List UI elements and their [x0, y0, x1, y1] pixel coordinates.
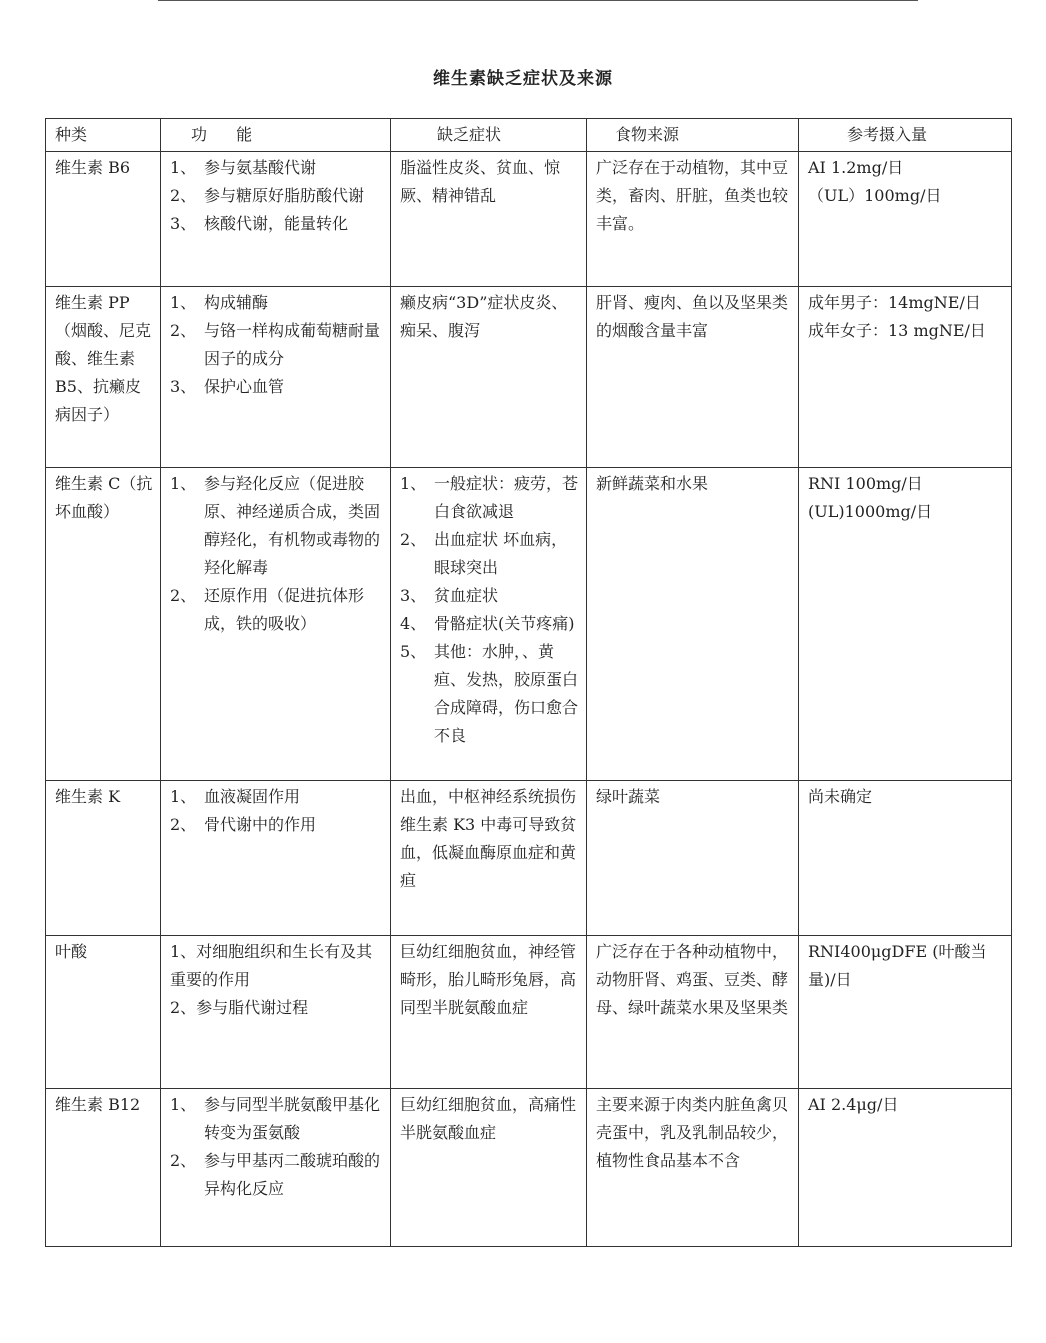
table-header-row — [46, 119, 1012, 152]
cell-function: 1、对细胞组织和生长有及其重要的作用 2、参与脂代谢过程 — [161, 936, 391, 1089]
type-text: 叶酸 — [55, 942, 88, 961]
cell-source: 绿叶蔬菜 — [587, 781, 799, 936]
list-item: 2、 还原作用（促进抗体形成，铁的吸收） — [170, 586, 365, 633]
list-item: 5、 其他：水肿，、黄疸、发热，胶原蛋白合成障碍，伤口愈合不良 — [400, 642, 579, 745]
list-item: 4、 骨骼症状(关节疼痛) — [400, 614, 575, 633]
cell-type — [46, 1089, 161, 1247]
cell-symptoms — [391, 468, 587, 781]
top-rule — [158, 0, 918, 1]
cell-symptoms: 出血，中枢神经系统损伤 维生素 K3 中毒可导致贫血，低凝血酶原血症和黄疸 — [391, 781, 587, 936]
list-item: 1、 参与同型半胱氨酸甲基化转变为蛋氨酸 — [170, 1095, 381, 1142]
cell-intake: RNI 100mg/日 (UL)1000mg/日 — [799, 468, 1012, 781]
cell-function — [161, 287, 391, 468]
list-item: 2、 与铬一样构成葡萄糖耐量因子的成分 — [170, 321, 381, 368]
header-source: 食物来源 — [587, 119, 799, 152]
type-text: 维生素 PP（烟酸、尼克酸、维生素 B5、抗癞皮病因子） — [55, 293, 152, 424]
cell-source: 新鲜蔬菜和水果 — [587, 468, 799, 781]
header-type: 种类 — [46, 119, 161, 152]
header-function: 功 能 — [161, 119, 391, 152]
cell-function — [161, 468, 391, 781]
cell-source: 广泛存在于动植物，其中豆类，畜肉、肝脏，鱼类也较丰富。 — [587, 152, 799, 287]
table-row — [46, 781, 1012, 936]
header-symptoms: 缺乏症状 — [391, 119, 587, 152]
cell-function — [161, 781, 391, 936]
cell-type — [46, 152, 161, 287]
table-row — [46, 287, 1012, 468]
table-row — [46, 1089, 1012, 1247]
cell-function — [161, 152, 391, 287]
cell-source: 肝肾、瘦肉、鱼以及坚果类的烟酸含量丰富 — [587, 287, 799, 468]
header-intake: 参考摄入量 — [799, 119, 1012, 152]
list-item: 3、 贫血症状 — [400, 586, 499, 605]
type-text: 维生素 K — [55, 787, 121, 806]
cell-intake: RNI400μgDFE (叶酸当量)/日 — [799, 936, 1012, 1089]
list-item: 1、 一般症状：疲劳，苍白食欲减退 — [400, 474, 579, 521]
vitamin-table — [45, 118, 1012, 1247]
table-row — [46, 936, 1012, 1089]
cell-intake: 尚未确定 — [799, 781, 1012, 936]
cell-source: 广泛存在于各种动植物中，动物肝肾、鸡蛋、豆类、酵母、绿叶蔬菜水果及坚果类 — [587, 936, 799, 1089]
cell-type — [46, 468, 161, 781]
cell-intake: 成年男子：14mgNE/日 成年女子：13 mgNE/日 — [799, 287, 1012, 468]
cell-function — [161, 1089, 391, 1247]
cell-symptoms: 脂溢性皮炎、贫血、惊厥、精神错乱 — [391, 152, 587, 287]
cell-symptoms: 癞皮病“3D”症状皮炎、痴呆、腹泻 — [391, 287, 587, 468]
cell-type — [46, 936, 161, 1089]
list-item: 2、 参与糖原好脂肪酸代谢 — [170, 186, 365, 205]
cell-type — [46, 781, 161, 936]
list-item: 3、 核酸代谢，能量转化 — [170, 214, 349, 233]
list-item: 1、 构成辅酶 — [170, 293, 269, 312]
table-row — [46, 152, 1012, 287]
list-item: 2、 出血症状 坏血病，眼球突出 — [400, 530, 568, 577]
list-item: 3、 保护心血管 — [170, 377, 285, 396]
list-item: 1、 参与氨基酸代谢 — [170, 158, 317, 177]
list-item: 2、 骨代谢中的作用 — [170, 815, 317, 834]
list-item: 2、 参与甲基丙二酸琥珀酸的异构化反应 — [170, 1151, 381, 1198]
cell-intake: AI 1.2mg/日 （UL）100mg/日 — [799, 152, 1012, 287]
cell-symptoms: 巨幼红细胞贫血，神经管畸形，胎儿畸形兔唇，高同型半胱氨酸血症 — [391, 936, 587, 1089]
list-item: 1、 血液凝固作用 — [170, 787, 301, 806]
list-item: 1、 参与羟化反应（促进胶原、神经递质合成，类固醇羟化，有机物或毒物的羟化解毒 — [170, 474, 381, 577]
page-title: 维生素缺乏症状及来源 — [433, 69, 613, 89]
type-text: 维生素 B12 — [55, 1095, 141, 1114]
type-text: 维生素 B6 — [55, 158, 131, 177]
cell-symptoms: 巨幼红细胞贫血，高痛性半胱氨酸血症 — [391, 1089, 587, 1247]
type-text: 维生素 C（抗坏血酸） — [55, 474, 153, 521]
cell-intake: AI 2.4μg/日 — [799, 1089, 1012, 1247]
cell-source: 主要来源于肉类内脏鱼禽贝壳蛋中，乳及乳制品较少，植物性食品基本不含 — [587, 1089, 799, 1247]
cell-type — [46, 287, 161, 468]
table-row — [46, 468, 1012, 781]
